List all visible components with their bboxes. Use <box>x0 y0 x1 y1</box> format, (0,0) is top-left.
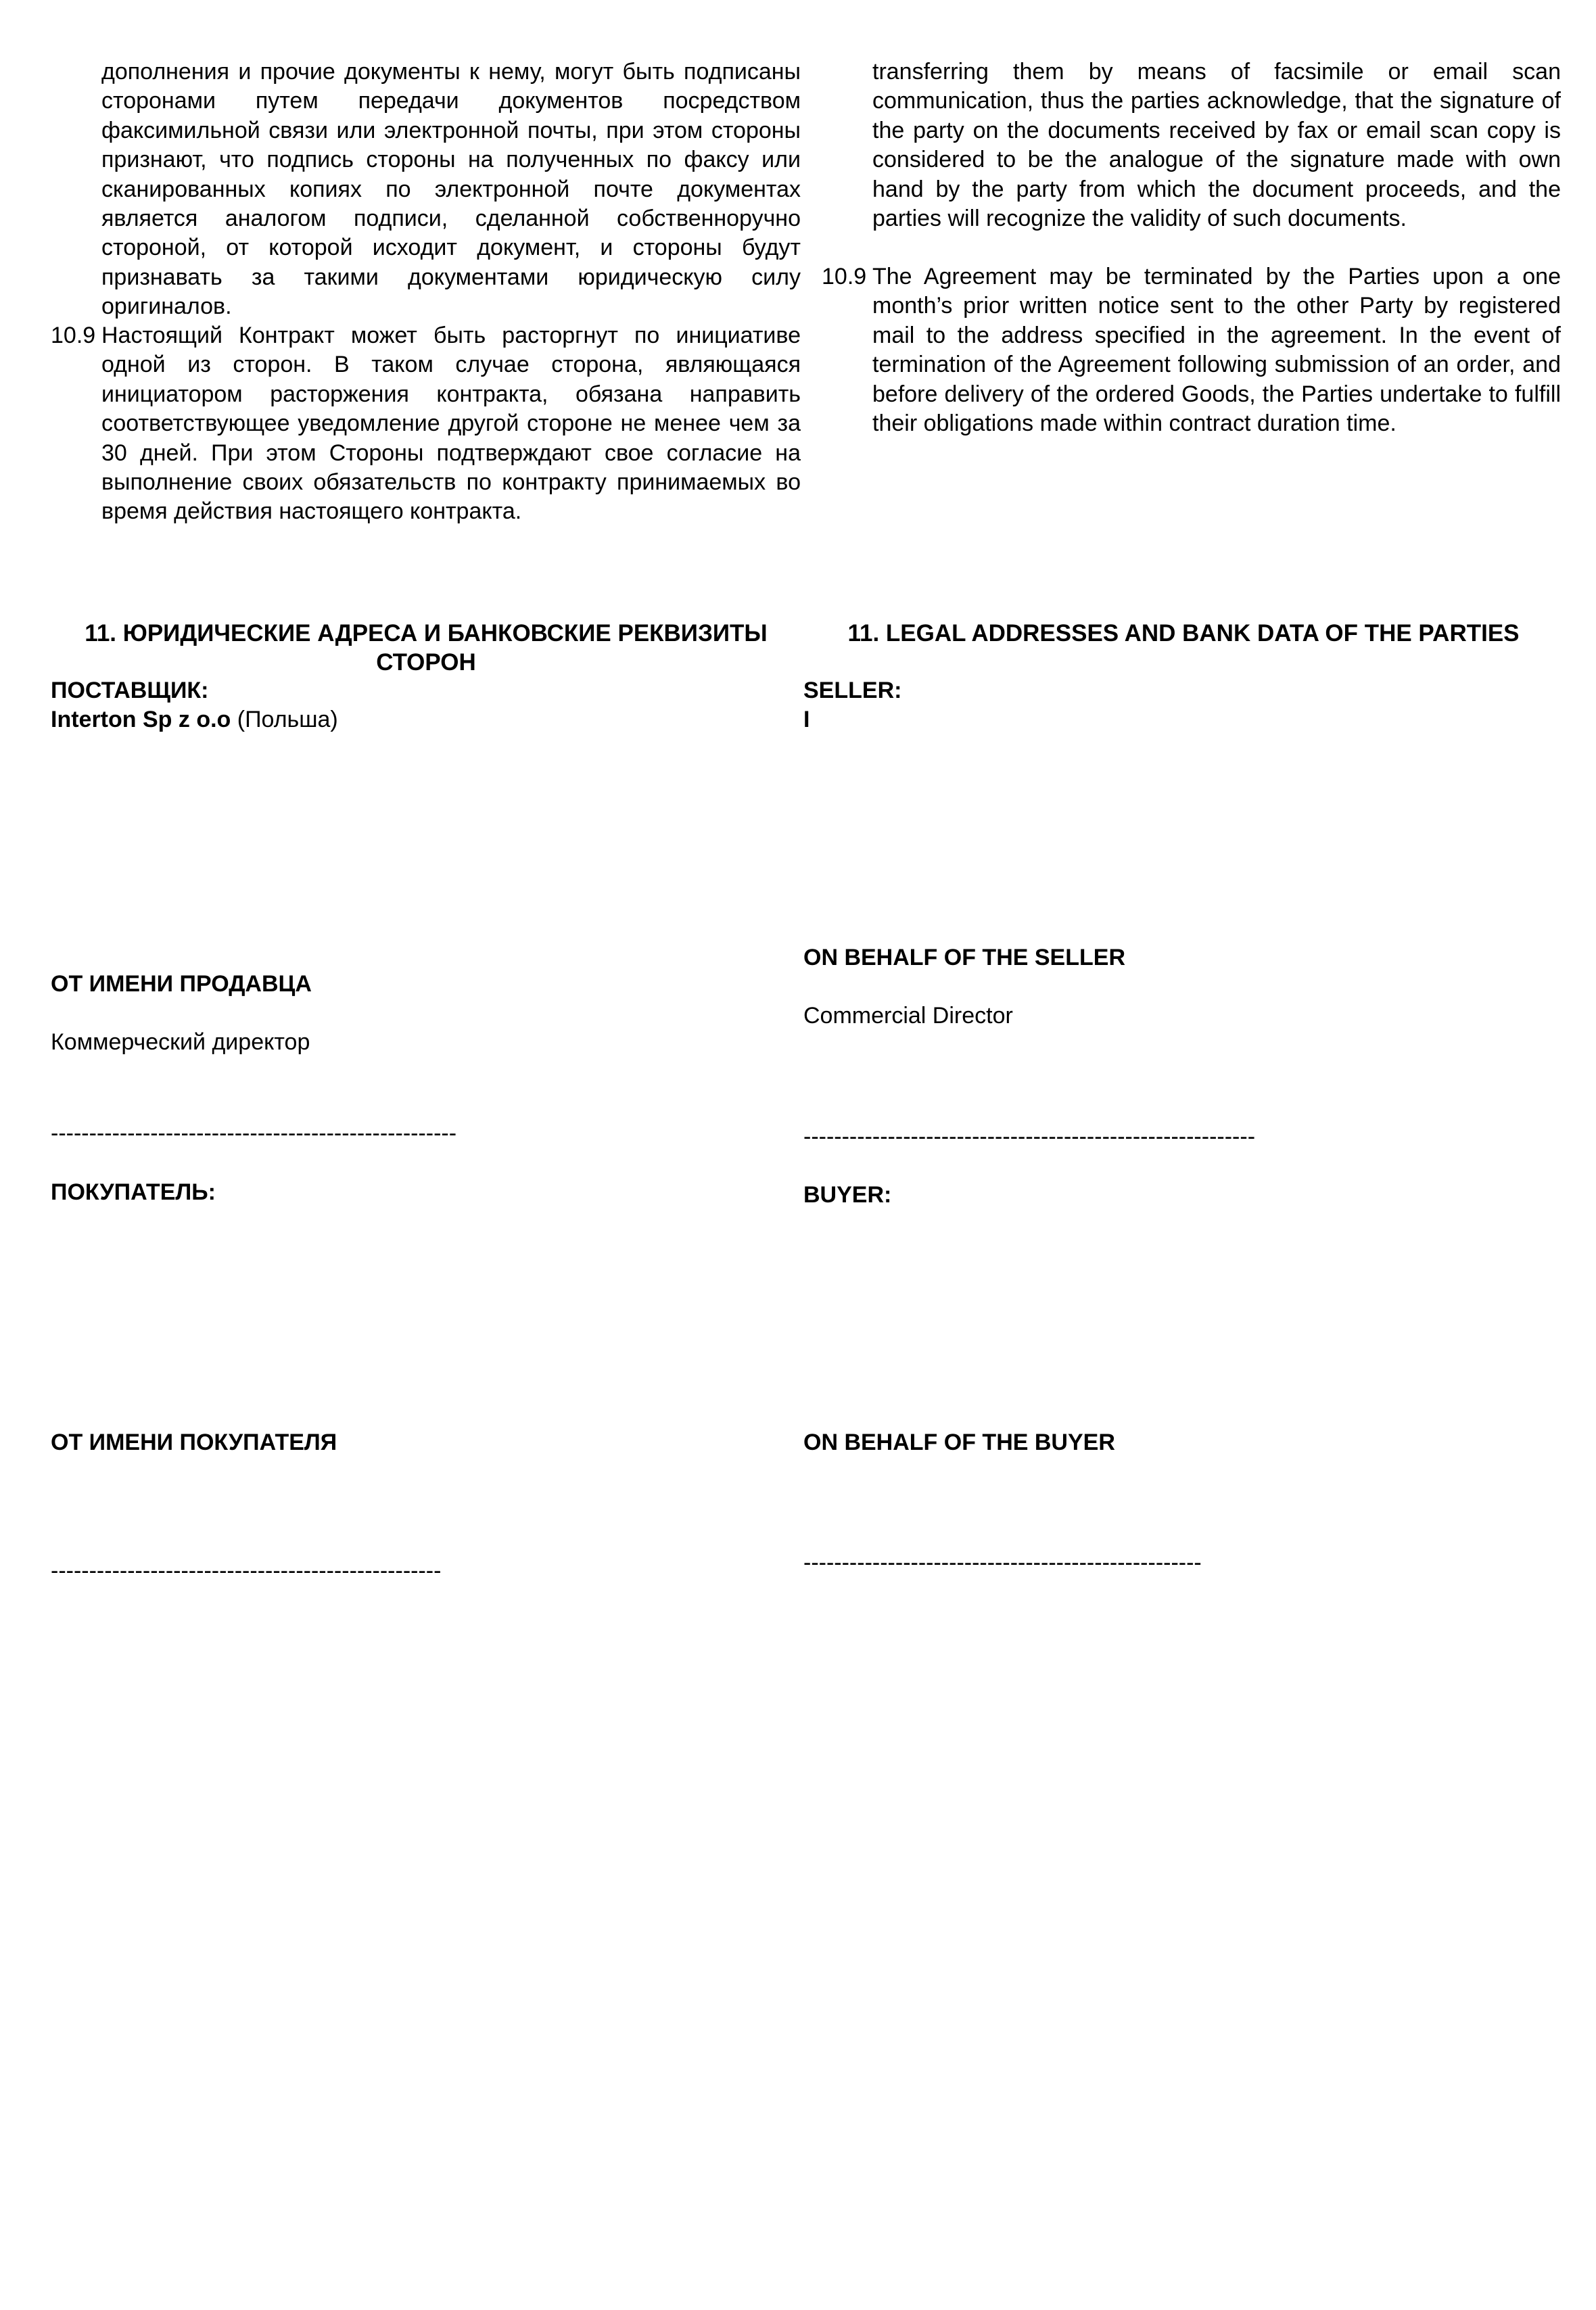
right-clause-10-9 <box>872 262 1561 438</box>
right-continuation-text: transferring them by means of facsimile or email scan communication, thus the parties acknowledge, that the signature of the party on the documents received by fax or email scan copy is considered to be the analogue of the signature made with own hand by the party from which the document proceeds, and the parties will recognize the validity of such documents. <box>872 59 1561 232</box>
left-buyer-behalf: ОТ ИМЕНИ ПОКУПАТЕЛЯ <box>51 1430 337 1455</box>
right-continuation-paragraph <box>872 57 1561 233</box>
left-continuation-paragraph <box>101 57 801 322</box>
seller-label: SELLER: <box>803 678 902 703</box>
right-buyer-behalf: ON BEHALF OF THE BUYER <box>803 1430 1115 1455</box>
left-seller-signature-line: ----------------------------------------------------- <box>51 1121 457 1146</box>
right-seller-behalf: ON BEHALF OF THE SELLER <box>803 945 1125 970</box>
supplier-country: (Польша) <box>237 707 338 732</box>
left-continuation-text: дополнения и прочие документы к нему, могут быть подписаны сторонами путем передачи документов посредством факсимильной связи или электронной почты, при этом стороны признают, что подпись стороны на полученных по факсу или сканированных копиях по электронной почте документах является аналогом подписи, сделанной собственноручно стороной, от которой исходит документ, и стороны будут признавать за такими документами юридическую силу оригиналов. <box>101 59 801 320</box>
left-clause-10-9 <box>101 321 801 527</box>
left-clause-text: Настоящий Контракт может быть расторгнут по инициативе одной из сторон. В таком случае сторона, являющаяся инициатором расторжения контракта, обязана направить соответствующее уведомление другой стороне не менее чем за 30 дней. При этом Стороны подтверждают свое согласие на выполнение своих обязательств по контракту принимаемых во время действия настоящего контракта. <box>101 323 801 525</box>
right-buyer-label: BUYER: <box>803 1182 892 1208</box>
left-buyer-label: ПОКУПАТЕЛЬ: <box>51 1179 216 1205</box>
right-buyer-signature-line: ---------------------------------------------------- <box>803 1550 1202 1576</box>
right-seller-title: Commercial Director <box>803 1003 1013 1029</box>
supplier-line <box>51 705 338 734</box>
seller-name: I <box>803 707 810 732</box>
left-buyer-signature-line: --------------------------------------------------- <box>51 1558 442 1584</box>
left-clause-number: 10.9 <box>51 323 96 348</box>
right-clause-text: The Agreement may be terminated by the Parties upon a one month’s prior written notice sent to the other Party by registered mail to the address specified in the agreement. In the event of termination of the Agreement following submission of an order, and before delivery of the ordered Goods, the Parties undertake to fulfill their obligations made within contract duration time. <box>872 264 1561 437</box>
left-section-heading: 11. ЮРИДИЧЕСКИЕ АДРЕСА И БАНКОВСКИЕ РЕКВИЗИТЫ СТОРОН <box>85 620 768 676</box>
right-seller-signature-line: ----------------------------------------------------------- <box>803 1124 1256 1150</box>
right-clause-number: 10.9 <box>822 264 867 289</box>
supplier-name: Interton Sp z o.o <box>51 707 231 732</box>
supplier-label: ПОСТАВЩИК: <box>51 678 209 703</box>
left-seller-title: Коммерческий директор <box>51 1029 310 1055</box>
left-seller-behalf: ОТ ИМЕНИ ПРОДАВЦА <box>51 971 312 997</box>
right-section-heading: 11. LEGAL ADDRESSES AND BANK DATA OF THE PARTIES <box>847 620 1520 646</box>
